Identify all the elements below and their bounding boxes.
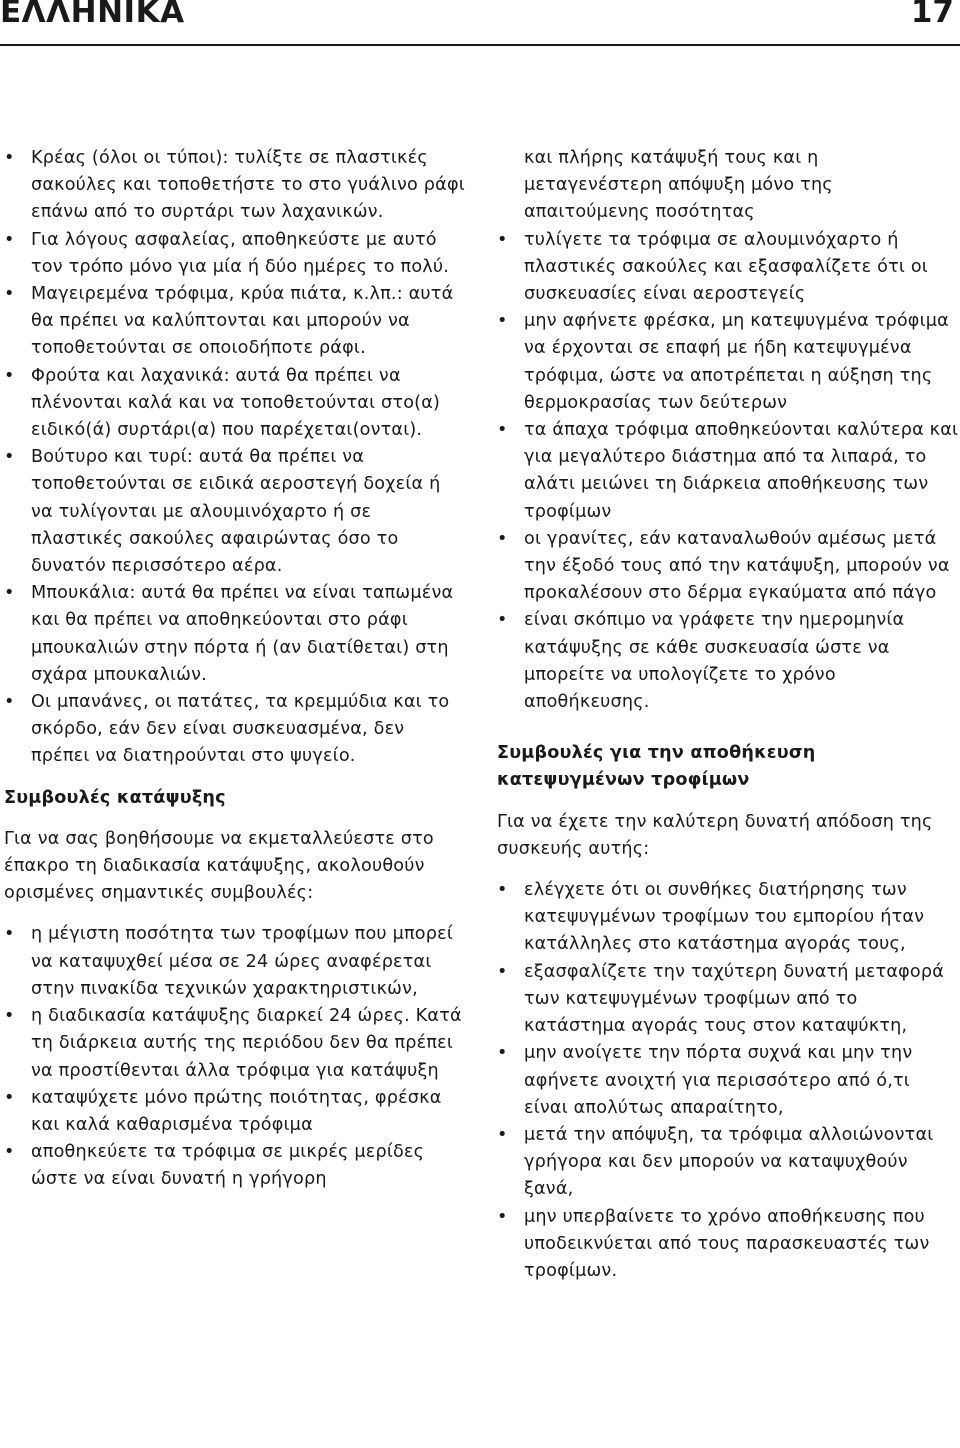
list-item: • μετά την απόψυξη, τα τρόφιμα αλλοιώνονται γρήγορα και δεν μπορούν να καταψυχθούν ξανά, (497, 1122, 959, 1204)
list-item: • Οι μπανάνες, οι πατάτες, τα κρεμμύδια και το σκόρδο, εάν δεν είναι συσκευασμένα, δεν πρέπει να διατηρούνται στο ψυγείο. (4, 689, 466, 771)
frozen-storage-heading: Συμβουλές για την αποθήκευση κατεψυγμένων τροφίμων (497, 743, 816, 791)
storage-tips-list (4, 145, 466, 771)
list-item: • Βούτυρο και τυρί: αυτά θα πρέπει να τοποθετούνται σε ειδικά αεροστεγή δοχεία ή να τυλίγονται με αλουμινόχαρτο ή σε πλαστικές σακούλες αφαιρώντας όσο το δυνατόν περισσότερο αέρα. (4, 444, 466, 580)
list-item: • καταψύχετε μόνο πρώτης ποιότητας, φρέσκα και καλά καθαρισμένα τρόφιμα (4, 1085, 466, 1139)
list-item: • ελέγχετε ότι οι συνθήκες διατήρησης των κατεψυγμένων τροφίμων του εμπορίου ήταν κατάλληλες στο κατάστημα αγοράς τους, (497, 877, 959, 959)
list-item: • οι γρανίτες, εάν καταναλωθούν αμέσως μετά την έξοδό τους από την κατάψυξη, μπορούν να προκαλέσουν στο δέρμα εγκαύματα από πάγο (497, 526, 959, 608)
list-item: • Μπουκάλια: αυτά θα πρέπει να είναι ταπωμένα και θα πρέπει να αποθηκεύονται στο ράφι μπουκαλιών στην πόρτα ή (αν διατίθεται) στη σχάρα μπουκαλιών. (4, 580, 466, 689)
list-item: • η διαδικασία κατάψυξης διαρκεί 24 ώρες. Κατά τη διάρκεια αυτής της περιόδου δεν θα πρέπει να προστίθενται άλλα τρόφιμα για κατάψυξη (4, 1003, 466, 1085)
freezing-tips-list-continued (497, 145, 959, 716)
list-item: • Φρούτα και λαχανικά: αυτά θα πρέπει να πλένονται καλά και να τοποθετούνται στο(α) ειδικό(ά) συρτάρι(α) που παρέχεται(ονται). (4, 363, 466, 445)
list-item: • η μέγιστη ποσότητα των τροφίμων που μπορεί να καταψυχθεί μέσα σε 24 ώρες αναφέρεται στην πινακίδα τεχνικών χαρακτηριστικών, (4, 921, 466, 1003)
list-item: • μην υπερβαίνετε το χρόνο αποθήκευσης που υποδεικνύεται από τους παρασκευαστές των τροφίμων. (497, 1204, 959, 1286)
header-rule (0, 44, 960, 46)
list-item: • αποθηκεύετε τα τρόφιμα σε μικρές μερίδες ώστε να είναι δυνατή η γρήγορη (4, 1139, 466, 1193)
freezing-tips-intro: Για να σας βοηθήσουμε να εκμεταλλεύεστε στο έπακρο τη διαδικασία κατάψυξης, ακολουθούν ορισμένες σημαντικές συμβουλές: (4, 828, 434, 904)
list-item: • μην ανοίγετε την πόρτα συχνά και μην την αφήνετε ανοιχτή για περισσότερο από ό,τι είναι απολύτως απαραίτητο, (497, 1040, 959, 1122)
freezing-tips-heading: Συμβουλές κατάψυξης (4, 787, 226, 808)
frozen-storage-list (497, 877, 959, 1285)
list-item: • Για λόγους ασφαλείας, αποθηκεύστε με αυτό τον τρόπο μόνο για μία ή δύο ημέρες το πολύ. (4, 227, 466, 281)
list-item: • τα άπαχα τρόφιμα αποθηκεύονται καλύτερα και για μεγαλύτερο διάστημα από τα λιπαρά, το αλάτι μειώνει τη διάρκεια αποθήκευσης των τροφίμων (497, 417, 959, 526)
freezing-tips-list (4, 921, 466, 1193)
section-language-header: ΕΛΛΗΝΙΚΑ (0, 0, 185, 30)
list-item: • είναι σκόπιμο να γράφετε την ημερομηνία κατάψυξης σε κάθε συσκευασία ώστε να μπορείτε να υπολογίζετε το χρόνο αποθήκευσης. (497, 607, 959, 716)
list-item: • εξασφαλίζετε την ταχύτερη δυνατή μεταφορά των κατεψυγμένων τροφίμων από το κατάστημα αγοράς τους στον καταψύκτη, (497, 959, 959, 1041)
list-item: • μην αφήνετε φρέσκα, μη κατεψυγμένα τρόφιμα να έρχονται σε επαφή με ήδη κατεψυγμένα τρόφιμα, ώστε να αποτρέπεται η αύξηση της θερμοκρασίας των δεύτερων (497, 308, 959, 417)
page-number: 17 (910, 0, 954, 30)
left-column (4, 145, 466, 1194)
frozen-storage-intro: Για να έχετε την καλύτερη δυνατή απόδοση της συσκευής αυτής: (497, 811, 933, 859)
right-column (497, 145, 959, 1285)
list-item: • Μαγειρεμένα τρόφιμα, κρύα πιάτα, κ.λπ.: αυτά θα πρέπει να καλύπτονται και μπορούν να τοποθετούνται σε οποιοδήποτε ράφι. (4, 281, 466, 363)
list-item-continuation: και πλήρης κατάψυξή τους και η μεταγενέστερη απόψυξη μόνο της απαιτούμενης ποσότητας (524, 148, 833, 223)
list-item: • τυλίγετε τα τρόφιμα σε αλουμινόχαρτο ή πλαστικές σακούλες και εξασφαλίζετε ότι οι συσκευασίες είναι αεροστεγείς (497, 227, 959, 309)
list-item: • Κρέας (όλοι οι τύποι): τυλίξτε σε πλαστικές σακούλες και τοποθετήστε το στο γυάλινο ράφι επάνω από το συρτάρι των λαχανικών. (4, 145, 466, 227)
